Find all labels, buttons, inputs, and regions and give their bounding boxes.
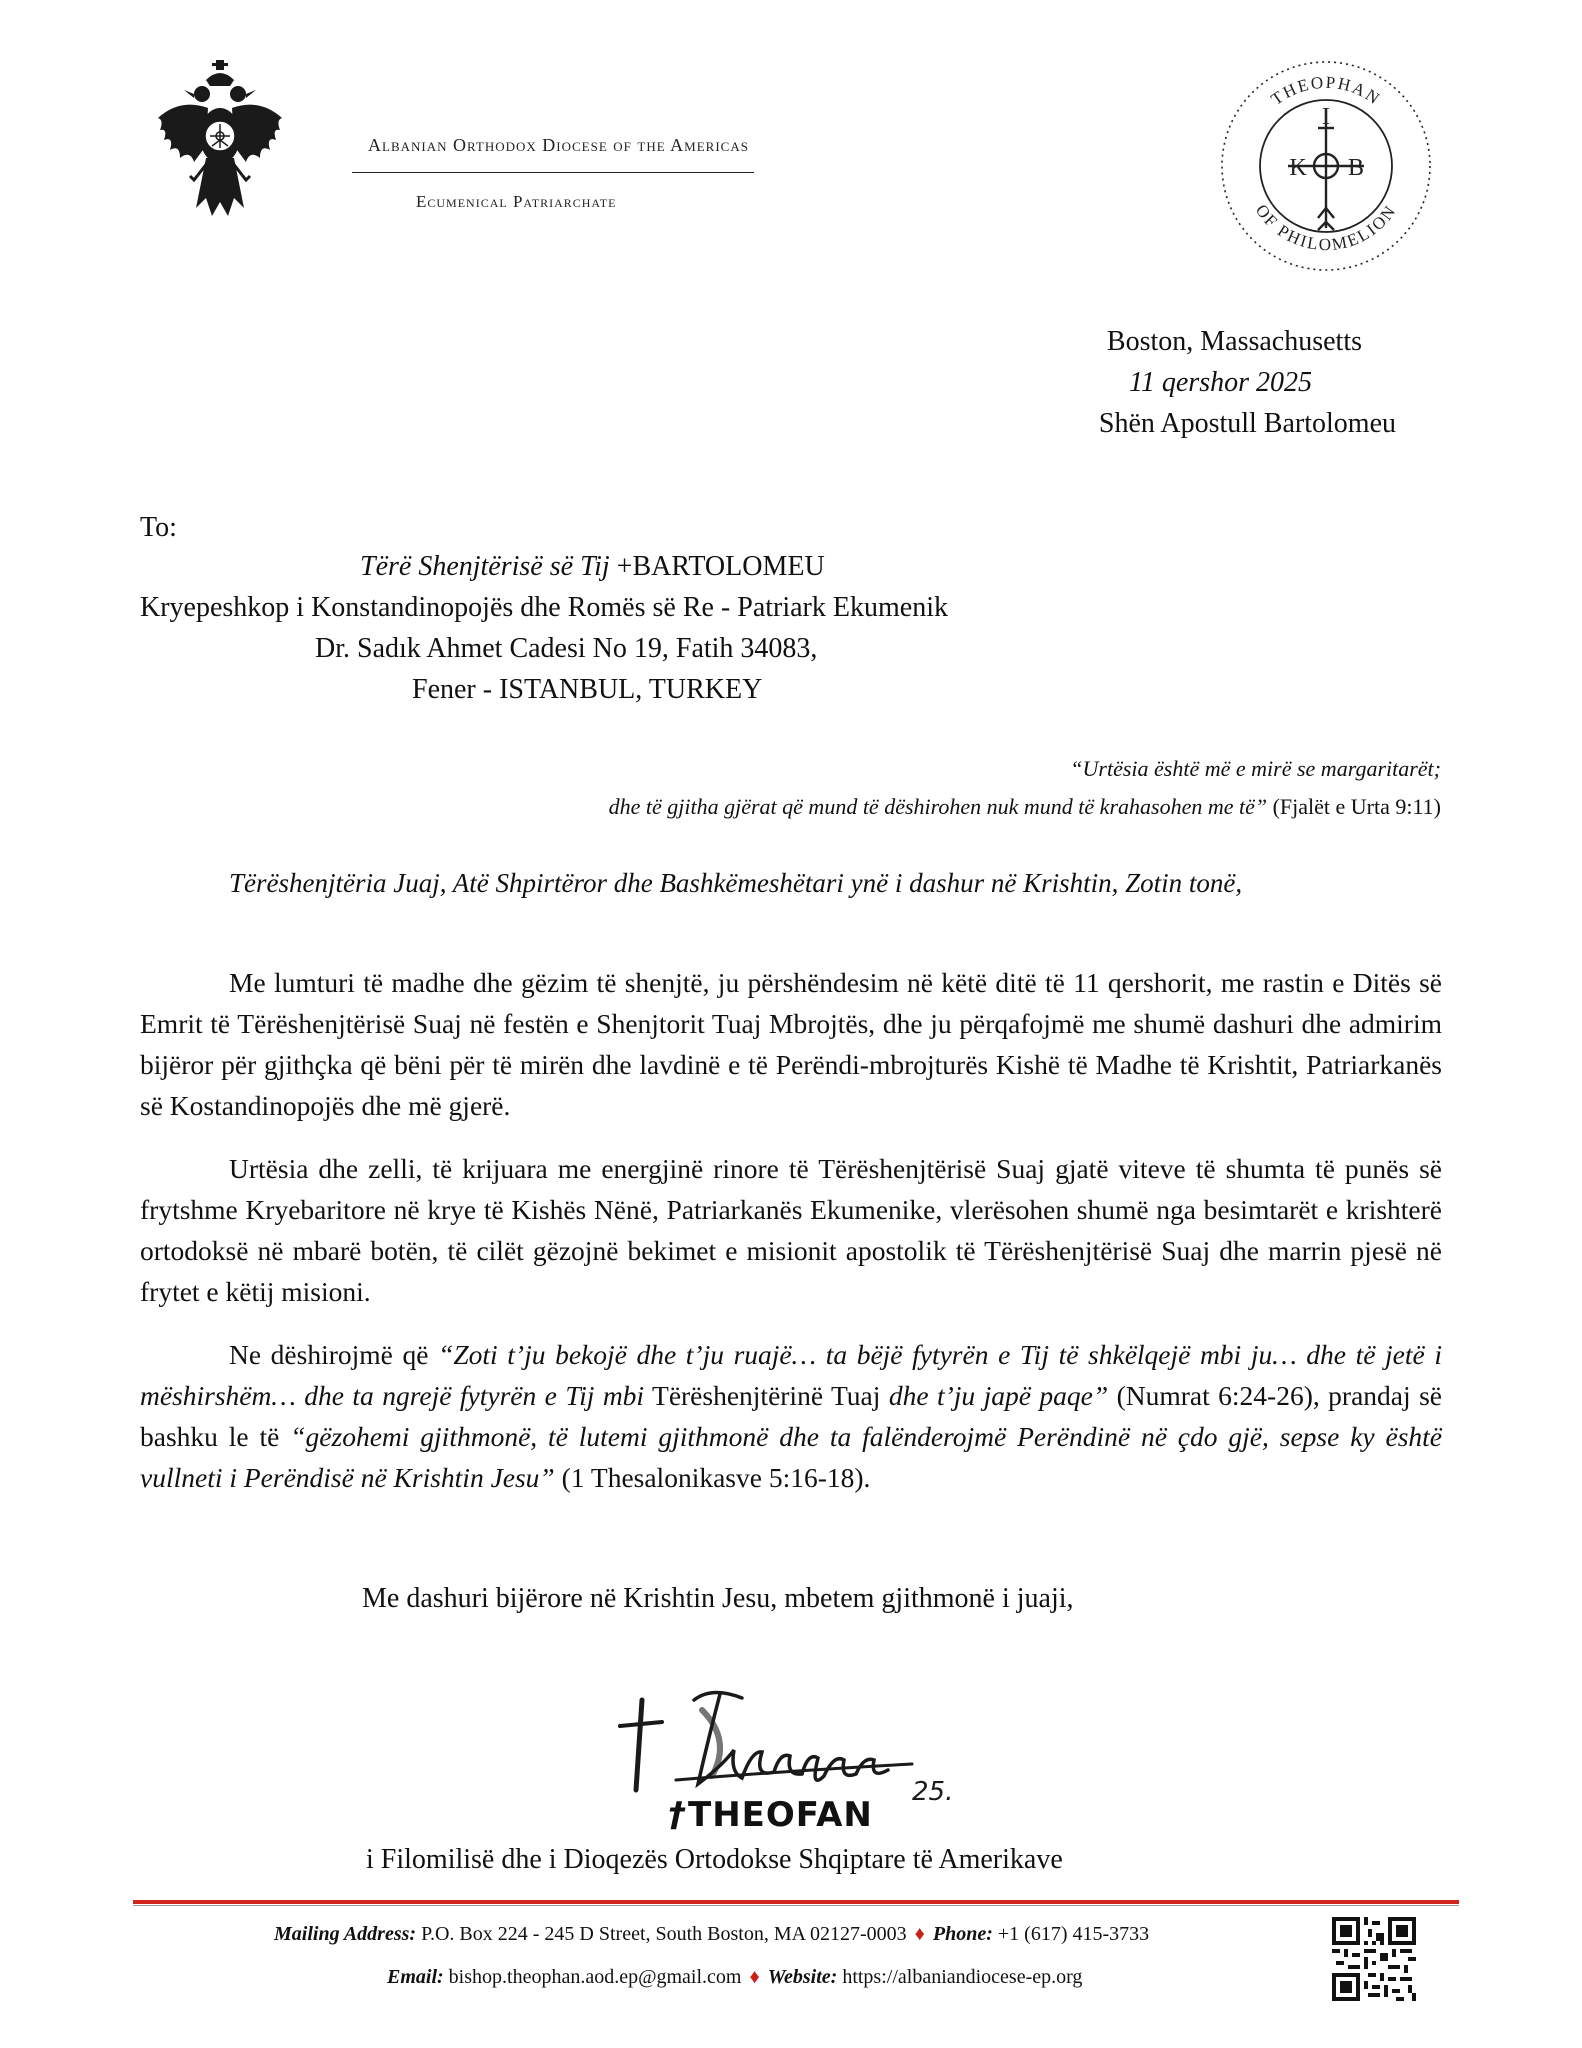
closing-line: Me dashuri bijërore në Krishtin Jesu, mbetem gjithmonë i juaji, [362, 1583, 1074, 1614]
printed-name-text: THEOFAN [688, 1795, 873, 1835]
p3-quote-peace: dhe t’ju japë paqe” [888, 1380, 1109, 1411]
dateline-feast: Shën Apostull Bartolomeu [1098, 408, 1396, 439]
recipient-name-line [360, 551, 825, 583]
body-paragraph-1: Me lumturi të madhe dhe gëzim të shenjtë, ju përshëndesim në këtë ditë të 11 qershorit, me rastin e Ditës së Emrit të Tërëshenjtërisë Suaj në festën e Shenjtorit Tuaj Mbrojtës, dhe ju përqafojmë me shumë dashuri dhe admirim bijëror për gjithçka që bëni për të mirën dhe lavdinë e të Perëndi-mbrojturës Kishë të Madhe të Krishtit, Patriarkanës së Kostandinopojës dhe më gjerë. [140, 967, 1442, 1121]
phone-number[interactable]: +1 (617) 415-3733 [992, 1923, 1150, 1945]
salutation: Tërëshenjtëria Juaj, Atë Shpirtëror dhe Bashkëmeshëtari ynë i dashur në Krishtin, Zotin tonë, [229, 868, 1243, 898]
svg-text:B: B [1347, 155, 1365, 181]
epigraph-line-2 [609, 794, 1441, 820]
qr-code-icon[interactable] [1332, 1917, 1416, 2001]
svg-text:K: K [1289, 155, 1307, 181]
signatory-title: i Filomilisë dhe i Dioqezës Ortodokse Shqiptare të Amerikave [366, 1844, 1063, 1875]
website-link[interactable]: https://albaniandiocese-ep.org [837, 1966, 1083, 1988]
org-subtitle: Ecumenical Patriarchate [416, 192, 617, 211]
svg-text:OF PHILOMELION: OF PHILOMELION [1251, 201, 1401, 255]
footer-grey-rule [133, 1905, 1459, 1906]
mailing-label: Mailing Address: [274, 1923, 417, 1945]
email-label: Email: [387, 1966, 444, 1988]
footer-red-rule [133, 1900, 1459, 1904]
diamond-icon: ♦ [749, 1966, 760, 1988]
svg-text:25.: 25. [912, 1777, 954, 1807]
double-headed-eagle-icon [150, 58, 290, 228]
p3-quote-thessalonians: “gëzohemi gjithmonë, të lutemi gjithmonë dhe ta falënderojmë Perëndinë në çdo gjë, sepse ky është vullneti i Perëndisë në Krishtin Jesu” [140, 1421, 1442, 1493]
body-paragraph-2: Urtësia dhe zelli, të krijuara me energjinë rinore të Tërëshenjtërisë Suaj gjatë viteve të shumta të punës së frytshme Kryebaritore në krye të Kishës Nënë, Patriarkanës Ekumenike, vlerësohen shumë nga besimtarët e krishterë ortodoksë në mbarë botën, të cilët gëzojnë bekimet e misionit apostolik të Tërëshenjtërisë Suaj dhe marrin pjesë në frytet e këtij misioni. [140, 1153, 1442, 1307]
recipient-address-1: Dr. Sadık Ahmet Cadesi No 19, Fatih 34083, [315, 633, 818, 664]
dateline-date: 11 qershor 2025 [1128, 367, 1312, 398]
email-address[interactable]: bishop.theophan.aod.ep@gmail.com [443, 1966, 742, 1988]
footer-line-2 [387, 1966, 1082, 1989]
p3-quote-numbers: “Zoti t’ju bekojë dhe t’ju ruajë… ta bëjë fytyrën e Tij të shkëlqejë mbi ju… dhe të jetë i mëshirshëm… dhe ta ngrejë fytyrën e Tij mbi [140, 1339, 1442, 1411]
epigraph-quote: dhe të gjitha gjërat që mund të dëshirohen nuk mund të krahasohen me të” [608, 794, 1268, 819]
diamond-icon: ♦ [914, 1923, 925, 1945]
p3-text-c: Tërëshenjtërinë Tuaj [644, 1380, 889, 1411]
website-label: Website: [767, 1966, 838, 1988]
body-paragraph-3 [140, 1334, 1442, 1498]
episcopal-seal-icon [1218, 58, 1434, 274]
p3-reference-thessalonians: (1 Thesalonikasve 5:16-18). [554, 1462, 871, 1493]
cross-mark: † [663, 1795, 691, 1835]
dateline-place: Boston, Massachusetts [1106, 326, 1362, 357]
mailing-address: P.O. Box 224 - 245 D Street, South Boston, MA 02127-0003 [416, 1923, 907, 1945]
p3-reference-numbers: (Numrat 6:24-26), prandaj së bashku le të [140, 1380, 1442, 1452]
epigraph-reference: (Fjalët e Urta 9:11) [1267, 794, 1441, 819]
phone-label: Phone: [932, 1923, 993, 1945]
recipient-address-2: Fener - ISTANBUL, TURKEY [412, 674, 763, 705]
to-label: To: [140, 512, 177, 543]
footer-line-1 [274, 1923, 1149, 1946]
printed-name [663, 1795, 873, 1835]
svg-text:THEOPHAN: THEOPHAN [1267, 72, 1385, 109]
epigraph-line-1: “Urtësia është më e mirë se margaritarët; [1070, 756, 1441, 781]
recipient-name: +BARTOLOMEU [616, 551, 825, 582]
recipient-title: Kryepeshkop i Konstandinopojës dhe Romës së Re - Patriark Ekumenik [140, 592, 948, 623]
recipient-honorific: Tërë Shenjtërisë së Tij [360, 551, 610, 582]
org-name: Albanian Orthodox Diocese of the Americas [368, 135, 749, 155]
letterhead-rule [352, 172, 754, 173]
p3-text-a: Ne dëshirojmë që [229, 1339, 439, 1370]
svg-text:I: I [1322, 104, 1330, 130]
